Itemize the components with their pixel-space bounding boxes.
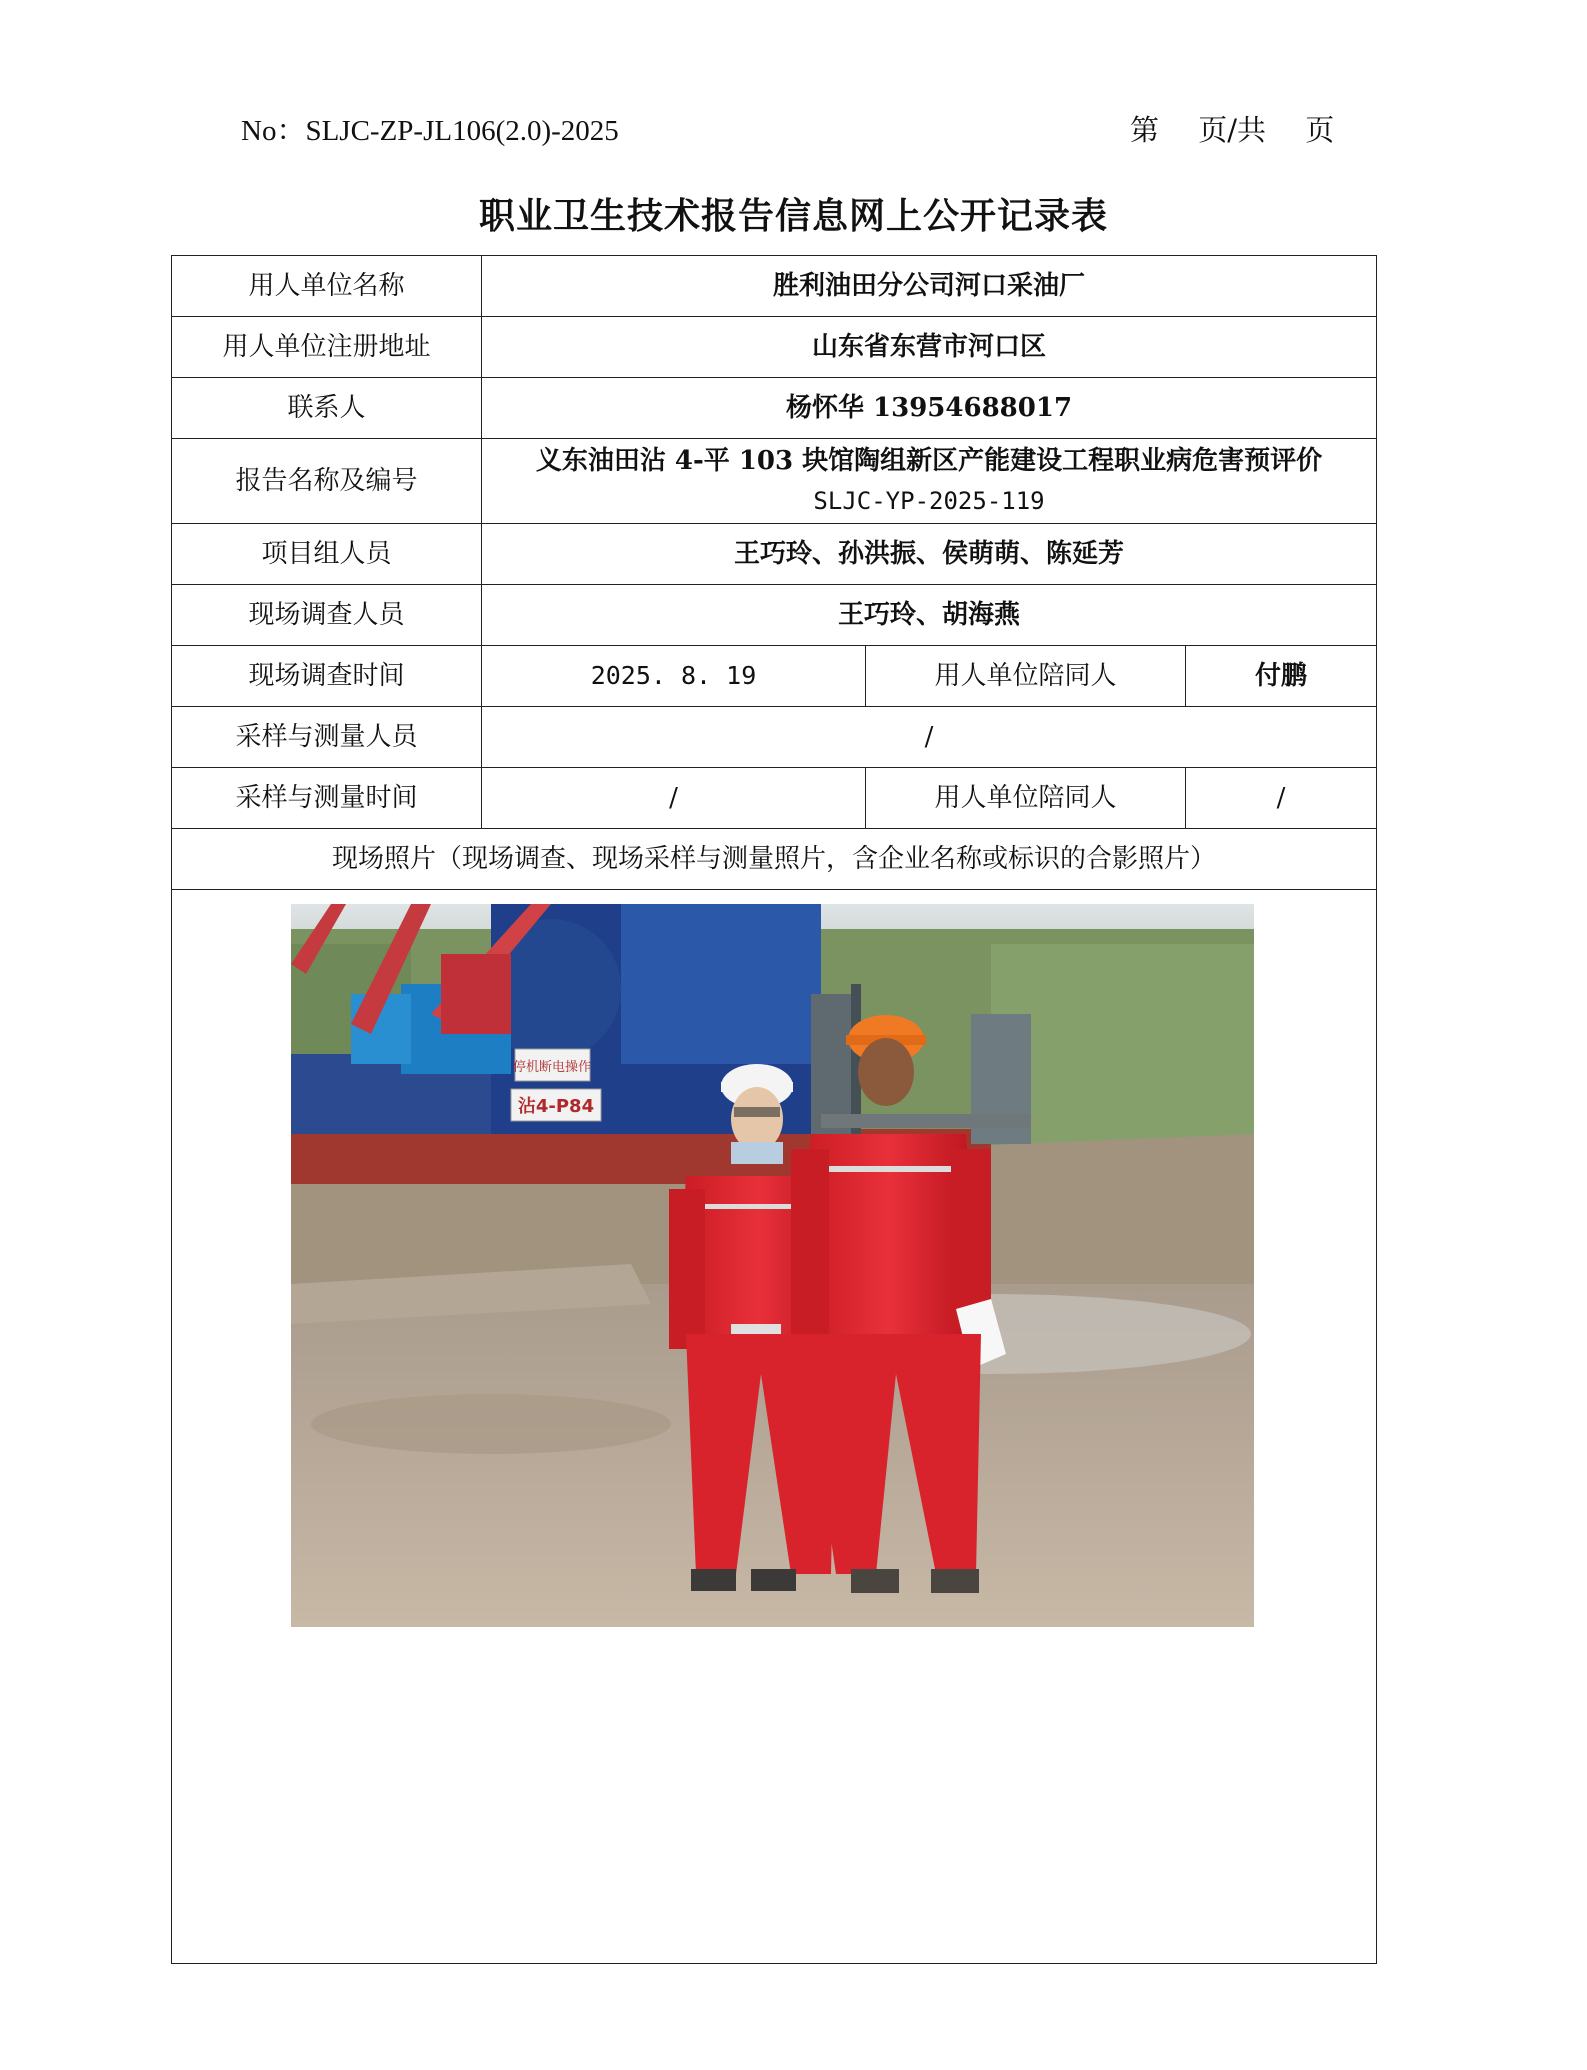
record-table	[171, 255, 1377, 1964]
row-address	[172, 317, 1377, 378]
report-number: SLJC-YP-2025-119	[813, 487, 1045, 515]
report-label: 报告名称及编号	[172, 439, 482, 524]
site-photo	[291, 904, 1254, 1627]
row-photo-label	[172, 829, 1377, 890]
page-label-1: 第	[1130, 113, 1160, 147]
contact-value: 杨怀华 13954688017	[482, 378, 1377, 439]
sampling-staff-value: /	[482, 707, 1377, 768]
page-title: 职业卫生技术报告信息网上公开记录表	[478, 195, 1108, 237]
photo-section-label: 现场照片（现场调查、现场采样与测量照片，含企业名称或标识的合影照片）	[172, 829, 1377, 890]
survey-time-value: 2025. 8. 19	[482, 646, 866, 707]
report-value	[482, 439, 1377, 524]
address-value: 山东省东营市河口区	[482, 317, 1377, 378]
report-name: 义东油田沾 4-平 103 块馆陶组新区产能建设工程职业病危害预评价	[535, 446, 1323, 476]
escort-label-1: 用人单位陪同人	[866, 646, 1186, 707]
row-report	[172, 439, 1377, 524]
page-indicator	[1130, 108, 1334, 149]
row-survey-time	[172, 646, 1377, 707]
escort-label-2: 用人单位陪同人	[866, 768, 1186, 829]
row-sampling-staff	[172, 707, 1377, 768]
survey-staff-label: 现场调查人员	[172, 585, 482, 646]
team-label: 项目组人员	[172, 524, 482, 585]
sign-well-id: 沾4-P84	[517, 1096, 595, 1117]
page-label-2: 页/共	[1198, 113, 1267, 147]
row-sampling-time	[172, 768, 1377, 829]
row-contact	[172, 378, 1377, 439]
escort-value-2: /	[1186, 768, 1377, 829]
row-survey-staff	[172, 585, 1377, 646]
escort-value-1: 付鹏	[1186, 646, 1377, 707]
row-unit-name	[172, 256, 1377, 317]
unit-name-value: 胜利油田分公司河口采油厂	[482, 256, 1377, 317]
sampling-time-value: /	[482, 768, 866, 829]
sign-power-off: 停机断电操作	[512, 1060, 592, 1075]
document-number: No：SLJC-ZP-JL106(2.0)-2025	[241, 115, 619, 147]
row-team	[172, 524, 1377, 585]
address-label: 用人单位注册地址	[172, 317, 482, 378]
survey-staff-value: 王巧玲、胡海燕	[482, 585, 1377, 646]
survey-time-label: 现场调查时间	[172, 646, 482, 707]
page-label-3: 页	[1305, 113, 1335, 147]
sampling-staff-label: 采样与测量人员	[172, 707, 482, 768]
photo-cell	[172, 890, 1377, 1964]
team-value: 王巧玲、孙洪振、侯萌萌、陈延芳	[482, 524, 1377, 585]
sampling-time-label: 采样与测量时间	[172, 768, 482, 829]
row-photo	[172, 890, 1377, 1964]
unit-name-label: 用人单位名称	[172, 256, 482, 317]
contact-label: 联系人	[172, 378, 482, 439]
